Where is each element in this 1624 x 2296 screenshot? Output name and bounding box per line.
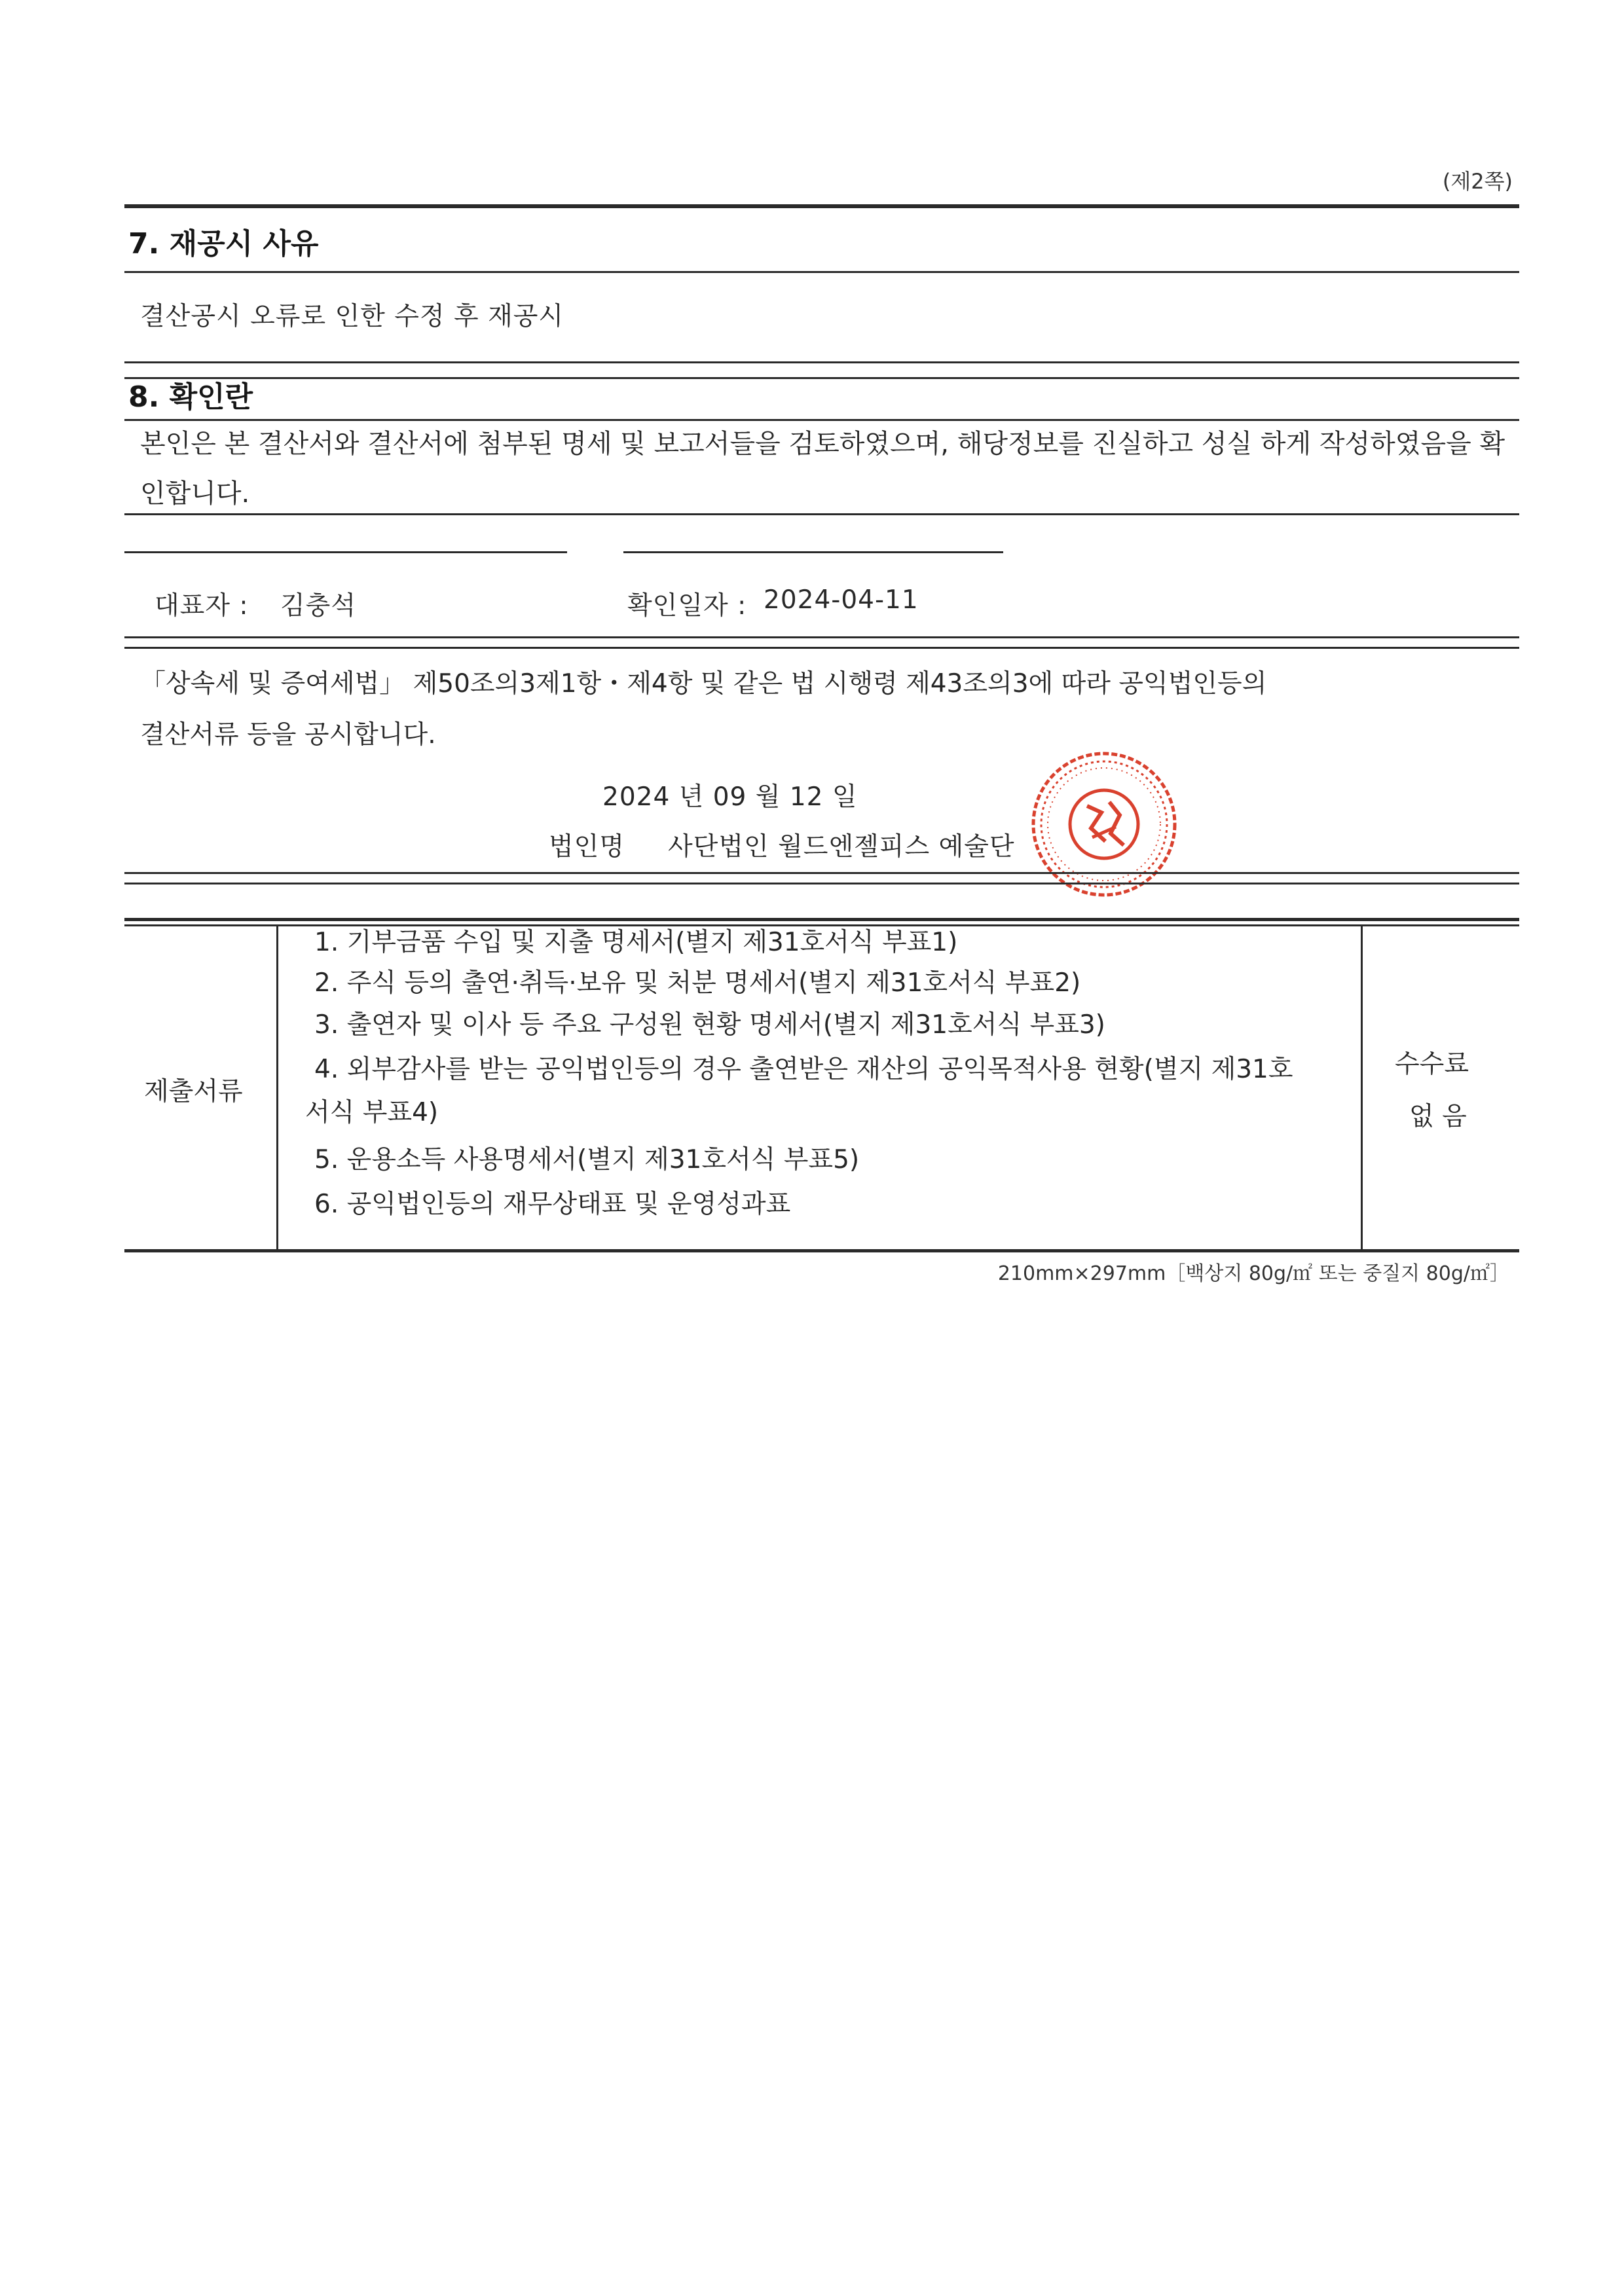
- representative-label: 대표자 :: [155, 591, 249, 621]
- paper-spec: 210mm×297mm［백상지 80g/㎡ 또는 중질지 80g/㎡］: [997, 1262, 1509, 1285]
- section8-content-line: 본인은 본 결산서와 결산서에 첨부된 명세 및 보고서들을 검토하였으며, 해당정보를 진실하고 성실 하게 작성하였음을 확: [140, 429, 1505, 459]
- divider: [124, 513, 1519, 515]
- submission-item: 서식 부표4): [305, 1098, 439, 1127]
- fee-value: 없 음: [1409, 1102, 1467, 1131]
- notice-line: 「상속세 및 증여세법」 제50조의3제1항・제4항 및 같은 법 시행령 제43조의3에 따라 공익법인등의: [140, 669, 1267, 699]
- divider: [124, 361, 1519, 363]
- fee-label: 수수료: [1395, 1049, 1469, 1079]
- double-rule-bottom: [124, 647, 1519, 649]
- submission-item: 4. 외부감사를 받는 공익법인등의 경우 출연받은 재산의 공익목적사용 현황(별지 제31호: [314, 1055, 1293, 1084]
- submission-item: 6. 공익법인등의 재무상태표 및 운영성과표: [314, 1190, 791, 1219]
- representative-name: 김충석: [280, 591, 357, 621]
- section8-content-line: 인합니다.: [140, 479, 250, 509]
- confirm-date: 2024-04-11: [764, 585, 919, 615]
- notice-date: 2024 년 09 월 12 일: [602, 782, 858, 812]
- divider: [124, 377, 1519, 379]
- section8-title: 8. 확인란: [128, 380, 253, 414]
- notice-line: 결산서류 등을 공시합니다.: [140, 720, 436, 750]
- submission-item: 3. 출연자 및 이사 등 주요 구성원 현황 명세서(별지 제31호서식 부표3): [314, 1010, 1105, 1040]
- table-column-divider: [276, 924, 278, 1252]
- table-column-divider: [1361, 924, 1363, 1252]
- double-rule-bottom: [124, 883, 1519, 884]
- submission-item: 5. 운용소득 사용명세서(별지 제31호서식 부표5): [314, 1145, 860, 1175]
- section7-content: 결산공시 오류로 인한 수정 후 재공시: [140, 302, 564, 331]
- corp-label: 법인명: [549, 832, 625, 862]
- table-bottom-rule: [124, 1249, 1519, 1252]
- table-top-rule: [124, 918, 1519, 921]
- official-seal-icon: [1029, 750, 1179, 899]
- signature-line: [124, 551, 567, 553]
- confirm-date-label: 확인일자 :: [627, 591, 747, 621]
- section7-title: 7. 재공시 사유: [128, 227, 319, 261]
- divider: [124, 271, 1519, 273]
- page-number: (제2쪽): [1442, 169, 1513, 194]
- double-rule-top: [124, 872, 1519, 874]
- notice-text: [140, 659, 1502, 761]
- section8-content: [140, 419, 1509, 519]
- submission-item: 2. 주식 등의 출연·취득·보유 및 처분 명세서(별지 제31호서식 부표2): [314, 968, 1081, 998]
- signature-line: [623, 551, 1003, 553]
- submission-label: 제출서류: [144, 1077, 243, 1106]
- double-rule-top: [124, 636, 1519, 638]
- corp-name: 사단법인 월드엔젤피스 예술단: [668, 832, 1015, 862]
- top-thick-rule: [124, 204, 1519, 208]
- submission-item: 1. 기부금품 수입 및 지출 명세서(별지 제31호서식 부표1): [314, 928, 958, 957]
